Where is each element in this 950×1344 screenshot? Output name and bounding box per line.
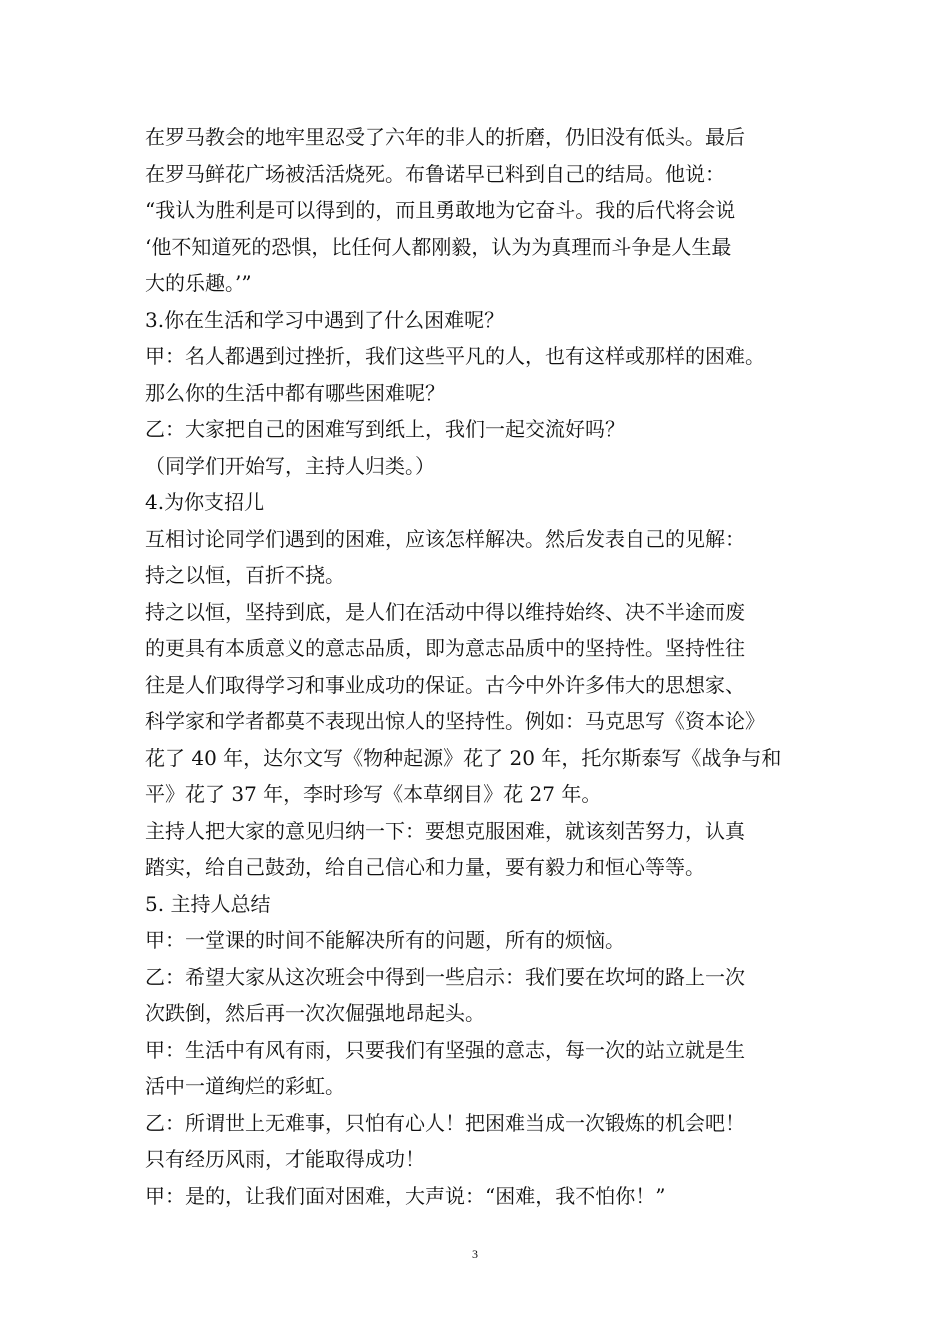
text-line: 在罗马鲜花广场被活活烧死。布鲁诺早已料到自己的结局。他说： [145,161,725,186]
text-line: 持之以恒，坚持到底，是人们在活动中得以维持始终、决不半途而废 [145,599,745,624]
text-line: 甲：生活中有风有雨，只要我们有坚强的意志，每一次的站立就是生 [145,1037,745,1062]
text-line: 互相讨论同学们遇到的困难，应该怎样解决。然后发表自己的见解： [145,526,745,551]
text-line: 平》花了 37 年，李时珍写《本草纲目》花 27 年。 [145,782,602,806]
text-line: 主持人把大家的意见归纳一下：要想克服困难，就该刻苦努力，认真 [145,818,745,843]
text-line: 甲：一堂课的时间不能解决所有的问题，所有的烦恼。 [145,928,625,952]
page-number: 3 [472,1247,478,1261]
text-line: （同学们开始写，主持人归类。） [145,453,435,478]
text-line: 乙：大家把自己的困难写到纸上，我们一起交流好吗？ [145,417,625,441]
text-line: ‘他不知道死的恐惧，比任何人都刚毅，认为为真理而斗争是人生最 [145,234,732,259]
text-line: 大的乐趣。’” [145,271,252,295]
text-line: 只有经历风雨，才能取得成功！ [145,1147,425,1171]
text-line: “我认为胜利是可以得到的，而且勇敢地为它奋斗。我的后代将会说 [145,198,736,222]
text-line: 的更具有本质意义的意志品质，即为意志品质中的坚持性。坚持性往 [145,636,745,660]
text-line: 甲：是的，让我们面对困难，大声说：“困难，我不怕你！” [145,1183,666,1208]
section-heading: 4.为你支招儿 [145,490,265,514]
text-line: 乙：所谓世上无难事，只怕有心人！把困难当成一次锻炼的机会吧！ [145,1110,745,1135]
section-heading: 5. 主持人总结 [145,891,271,916]
text-line: 甲：名人都遇到过挫折，我们这些平凡的人，也有这样或那样的困难。 [145,344,765,368]
text-line: 踏实，给自己鼓劲，给自己信心和力量，要有毅力和恒心等等。 [145,855,705,879]
text-line: 花了 40 年，达尔文写《物种起源》花了 20 年，托尔斯泰写《战争与和 [145,745,782,770]
text-line: 活中一道绚烂的彩虹。 [145,1074,345,1098]
section-heading: 3.你在生活和学习中遇到了什么困难呢？ [145,307,505,332]
text-line: 往是人们取得学习和事业成功的保证。古今中外许多伟大的思想家、 [145,672,745,697]
document-body [145,119,815,1214]
text-line: 科学家和学者都莫不表现出惊人的坚持性。例如：马克思写《资本论》 [145,709,765,733]
text-line: 次跌倒，然后再一次次倔强地昂起头。 [145,1001,485,1025]
text-line: 那么你的生活中都有哪些困难呢？ [145,380,445,405]
text-line: 在罗马教会的地牢里忍受了六年的非人的折磨，仍旧没有低头。最后 [145,125,745,149]
text-line: 乙：希望大家从这次班会中得到一些启示：我们要在坎坷的路上一次 [145,964,745,989]
text-line: 持之以恒，百折不挠。 [145,563,345,587]
